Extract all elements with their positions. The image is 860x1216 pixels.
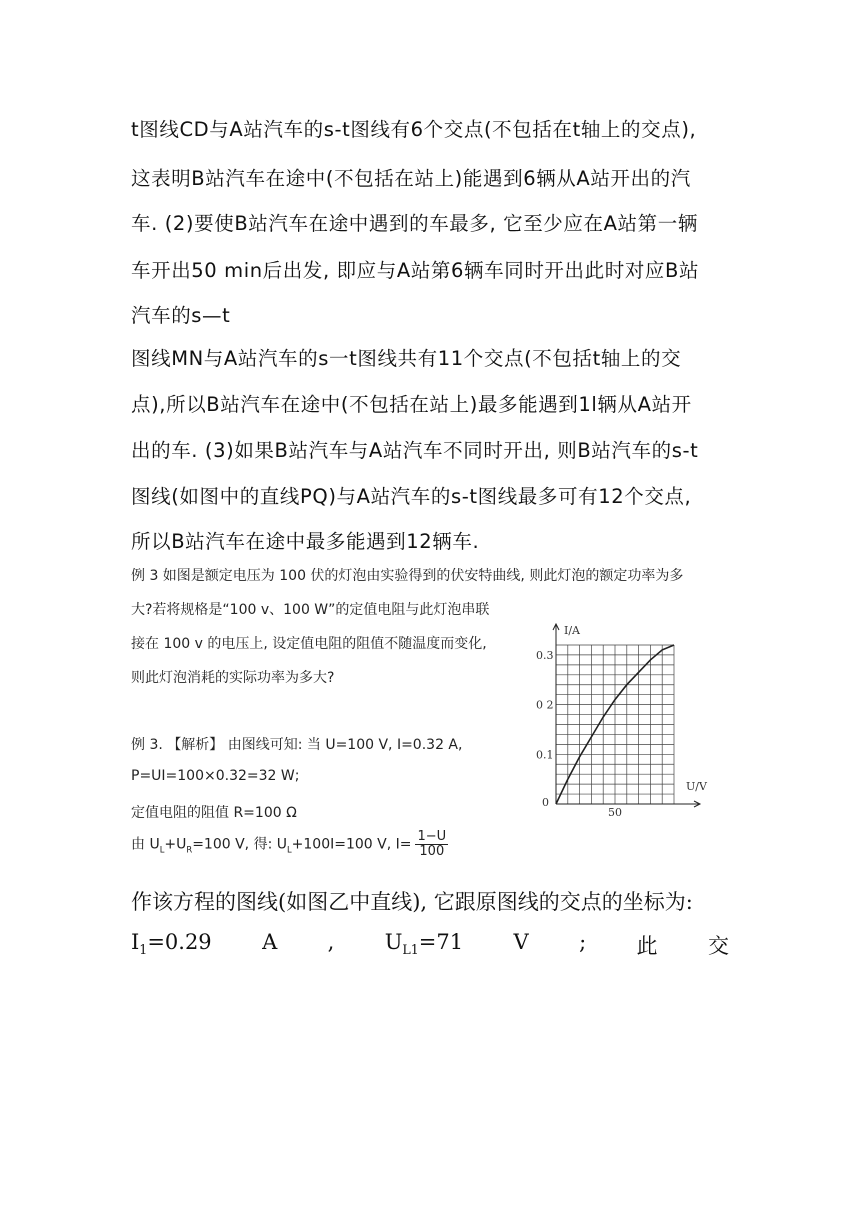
iv-curve-chart: [536, 618, 716, 818]
unit-V: V: [513, 930, 529, 954]
example-line: 接在 100 v 的电压上, 设定值电阻的阻值不随温度而变化,: [131, 636, 487, 652]
y-tick-label: 0.1: [536, 748, 554, 762]
x-axis-label: U/V: [686, 780, 707, 793]
example-line: 例 3 如图是额定电压为 100 伏的灯泡由实验得到的伏安特曲线, 则此灯泡的额定功率为多: [131, 568, 684, 584]
semicolon: ;: [579, 930, 587, 954]
y-axis-label: I/A: [564, 624, 580, 637]
solution-line: P=UI=100×0.32=32 W;: [131, 768, 300, 784]
x-tick-label: 50: [608, 806, 622, 818]
chart-grid: [556, 645, 674, 804]
text-line: 出的车. (3)如果B站汽车与A站汽车不同时开出, 则B站汽车的s-t: [131, 439, 699, 462]
example-line: 大?若将规格是“100 v、100 W”的定值电阻与此灯泡串联: [131, 602, 490, 618]
text-line: 车. (2)要使B站汽车在途中遇到的车最多, 它至少应在A站第一辆: [131, 212, 698, 235]
unit-A: A: [262, 930, 278, 954]
text-line: 汽车的s—t: [131, 304, 231, 327]
y-tick-label: 0.3: [536, 648, 554, 662]
conclusion-coordinates: [131, 930, 729, 960]
solution-equation: 由 $U_L+U_R=100$ V, 得: $U_L+100I=100$ V, I= $\frac{1-U}{100}$: [131, 829, 447, 859]
coord-UL1: $U_{L1}=71$: [384, 930, 464, 958]
text-line: t图线CD与A站汽车的s-t图线有6个交点(不包括在t轴上的交点),: [131, 118, 697, 141]
x-tick-label: 0: [542, 796, 549, 809]
text-line: 点),所以B站汽车在途中(不包括在站上)最多能遇到1l辆从A站开: [131, 393, 692, 416]
coord-I1: $I_1=0.29$: [131, 930, 212, 958]
fraction: $\frac{1-U}{100}$: [417, 829, 447, 859]
example-line: 则此灯泡消耗的实际功率为多大?: [131, 670, 335, 686]
text-line: 图线(如图中的直线PQ)与A站汽车的s-t图线最多可有12个交点,: [131, 485, 692, 508]
word-ci: 此: [636, 934, 658, 958]
word-jiao: 交: [707, 934, 729, 958]
text-line: 这表明B站汽车在途中(不包括在站上)能遇到6辆从A站开出的汽: [131, 167, 691, 190]
solution-line: 例 3. 【解析】 由图线可知: 当 U=100 V, I=0.32 A,: [131, 737, 463, 753]
conclusion-line: 作该方程的图线(如图乙中直线), 它跟原图线的交点的坐标为:: [131, 890, 693, 914]
text-line: 图线MN与A站汽车的s一t图线共有11个交点(不包括t轴上的交: [131, 347, 682, 370]
y-tick-label: 0 2: [536, 698, 554, 712]
comma: ,: [327, 930, 335, 954]
text-line: 车开出50 min后出发, 即应与A站第6辆车同时开出此时对应B站: [131, 259, 700, 282]
solution-line: 定值电阻的阻值 R=100 Ω: [131, 805, 297, 821]
text-line: 所以B站汽车在途中最多能遇到12辆车.: [131, 530, 480, 553]
